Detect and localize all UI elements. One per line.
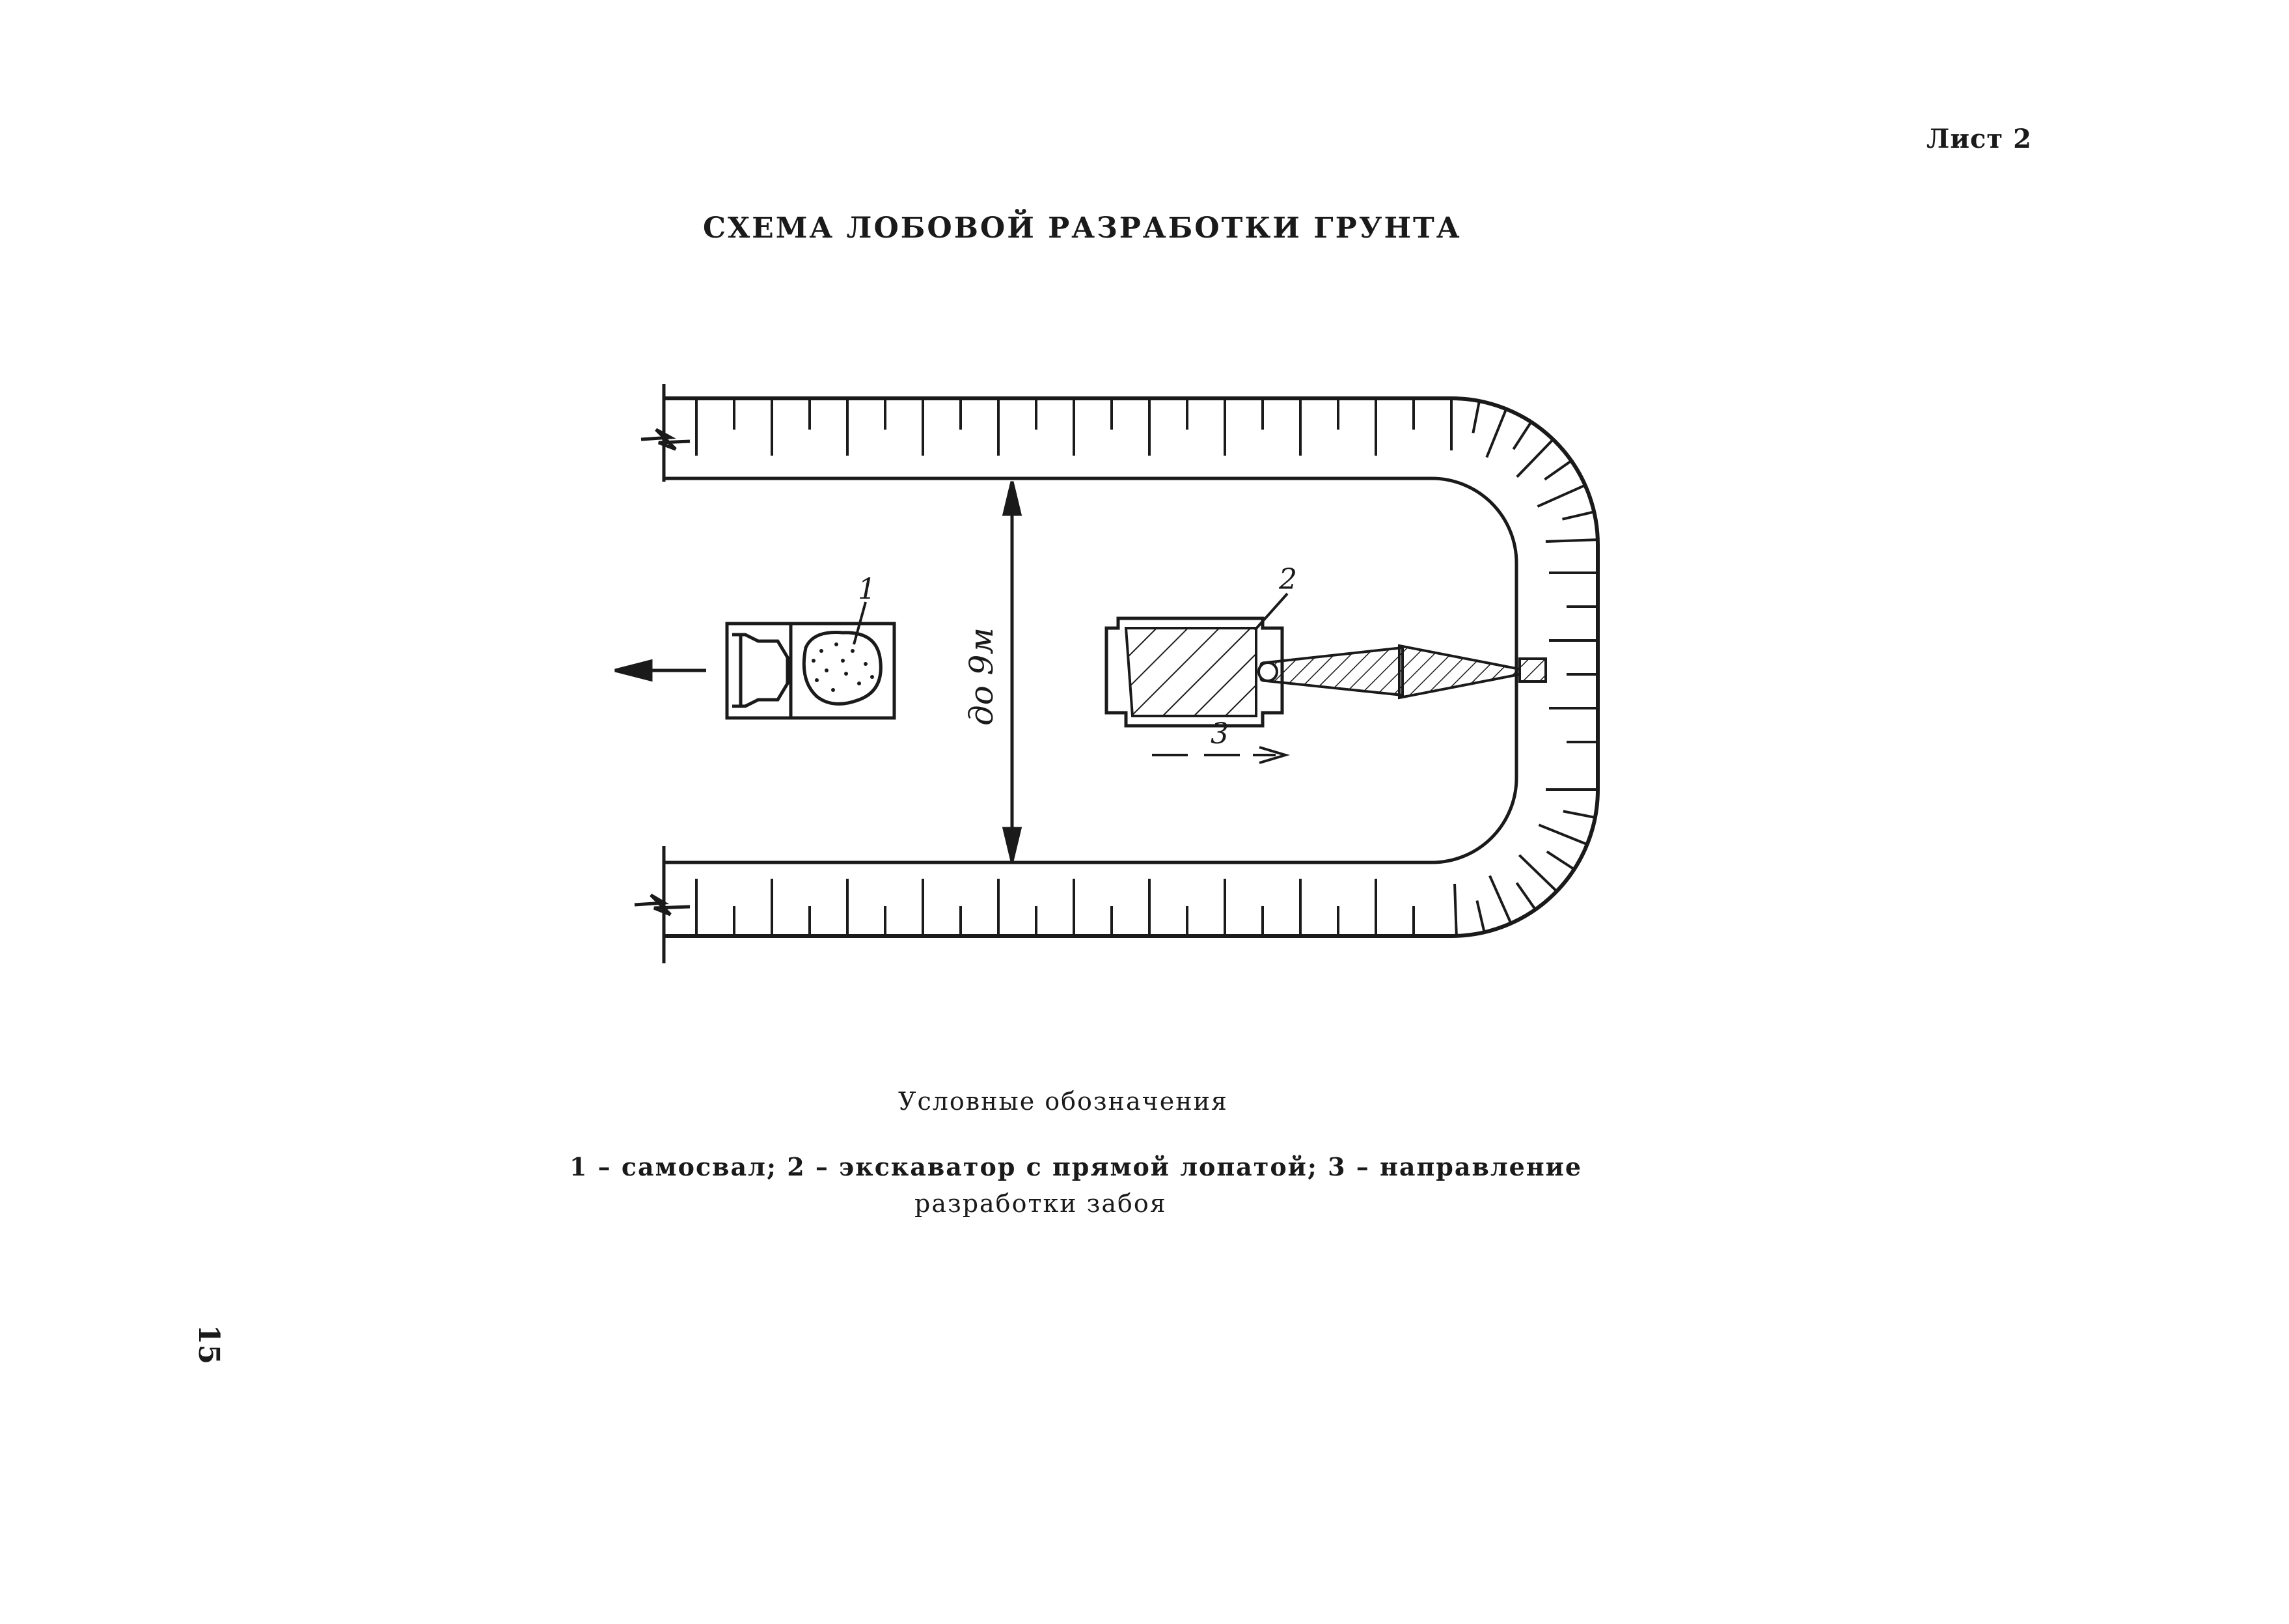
excavator-bucket bbox=[1520, 659, 1546, 681]
slope-tick bbox=[1563, 811, 1595, 818]
dump-truck bbox=[727, 624, 894, 718]
slope-tick bbox=[1537, 485, 1585, 506]
excavator bbox=[1106, 618, 1546, 726]
dump-truck-load bbox=[804, 632, 881, 704]
slope-tick bbox=[1563, 512, 1595, 519]
slope-tick bbox=[1477, 901, 1484, 933]
leader-2 bbox=[1255, 594, 1287, 630]
slope-tick bbox=[1513, 422, 1531, 449]
load-dots bbox=[812, 642, 874, 692]
page-number: 15 bbox=[192, 1324, 226, 1365]
slope-tick bbox=[1455, 884, 1457, 936]
truck-travel-arrow bbox=[615, 661, 706, 680]
slope-tick bbox=[1516, 883, 1535, 909]
excavator-stick bbox=[1399, 646, 1520, 698]
slope-tick bbox=[1547, 851, 1574, 869]
sheet-label: Лист 2 bbox=[1926, 124, 2032, 154]
slope-tick bbox=[1490, 875, 1511, 923]
legend-items-line-continued: разработки забоя bbox=[914, 1189, 1167, 1218]
callout-2: 2 bbox=[1279, 563, 1297, 596]
slope-tick bbox=[1473, 401, 1479, 433]
legend-items-line: 1 – самосвал; 2 – экскаватор с прямой лопатой; 3 – направление bbox=[569, 1152, 1583, 1181]
slope-tick bbox=[1539, 825, 1587, 844]
callout-3: 3 bbox=[1211, 717, 1229, 750]
slope-tick bbox=[1487, 409, 1506, 457]
slope-tick bbox=[1517, 439, 1554, 477]
callout-1: 1 bbox=[858, 573, 876, 606]
width-dimension-label: до 9м bbox=[963, 627, 1000, 726]
page-title: СХЕМА ЛОБОВОЙ РАЗРАБОТКИ ГРУНТА bbox=[703, 212, 1462, 245]
slope-tick bbox=[1546, 540, 1598, 542]
width-dimension bbox=[1004, 482, 1020, 861]
slope-tick bbox=[1544, 461, 1571, 480]
slope-tick bbox=[1519, 855, 1557, 892]
legend-title: Условные обозначения bbox=[898, 1087, 1228, 1116]
